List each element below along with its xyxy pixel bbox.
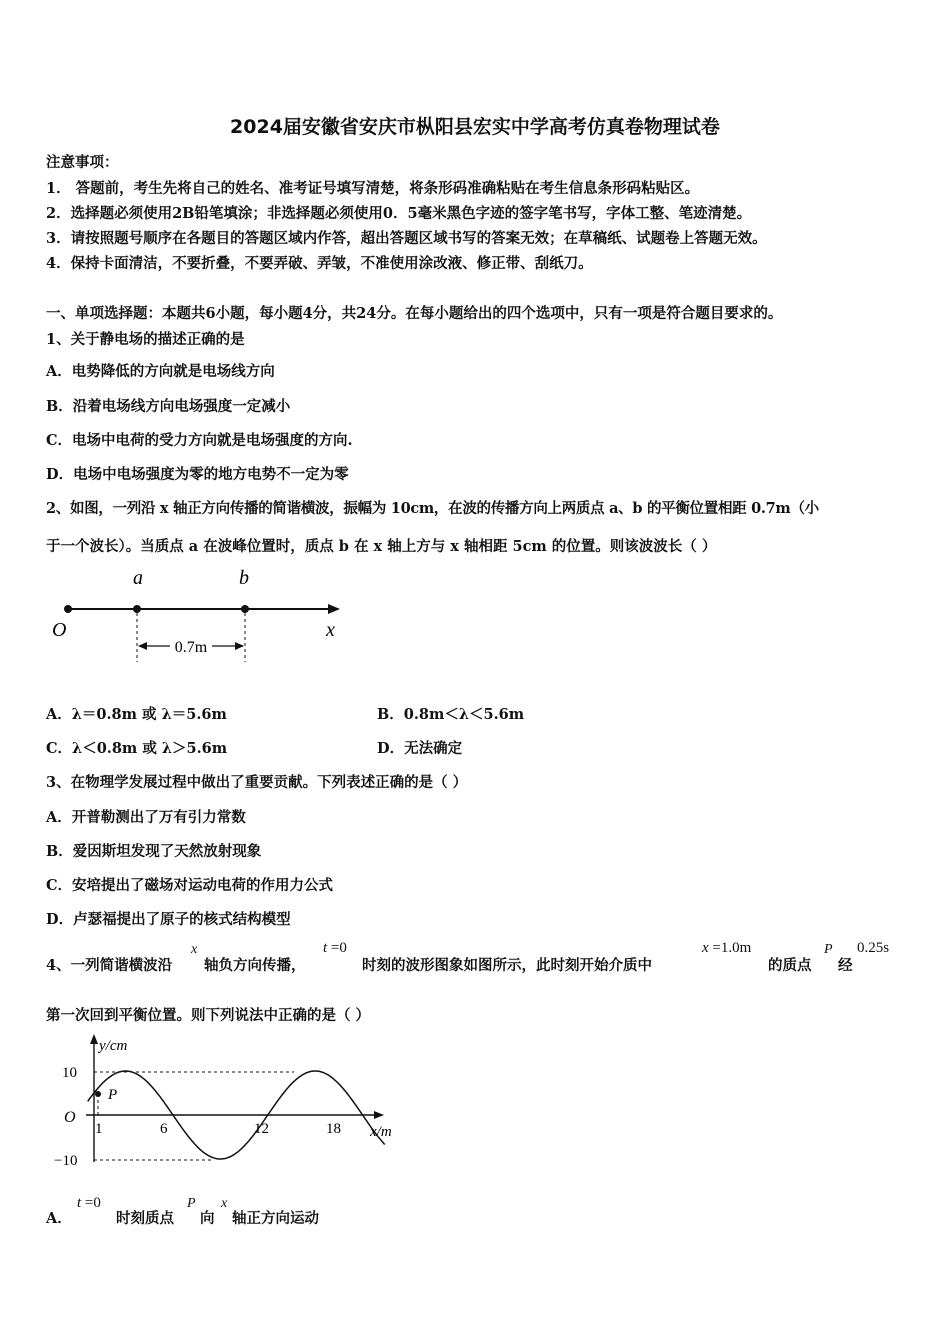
q4-stem-part3: 时刻的波形图象如图所示，此时刻开始介质中 — [362, 957, 652, 974]
section-heading: 一、单项选择题：本题共6小题，每小题4分，共24分。在每小题给出的四个选项中，只有一项是符合题目要求的。 — [46, 305, 783, 322]
q4-option-a-prefix: A． — [46, 1210, 72, 1227]
q4-math-x1: x =1.0m — [702, 940, 752, 956]
q2-option-c: C．λ＜0.8m 或 λ＞5.6m — [46, 740, 228, 757]
q4-ytick-10: 10 — [62, 1065, 77, 1081]
q2-label-a: a — [133, 567, 143, 589]
q2-stem-line1: 2、如图，一列沿 x 轴正方向传播的简谐横波，振幅为 10cm，在波的传播方向上两质点 a、b 的平衡位置相距 0.7m（小 — [46, 500, 819, 517]
q4-ylabel: y/cm — [99, 1038, 128, 1054]
q4-option-a-text2: 向 — [200, 1210, 215, 1227]
q4-stem-part1: 4、一列简谐横波沿 — [46, 957, 173, 974]
q2-dim-arrow-right — [235, 642, 244, 650]
q2-point-b — [241, 605, 249, 613]
q4-math-x: x — [191, 942, 198, 957]
q1-option-c: C．电场中电荷的受力方向就是电场强度的方向. — [46, 432, 353, 449]
q4-option-a-math-p: P — [187, 1196, 196, 1211]
q4-stem-line2: 第一次回到平衡位置。则下列说法中正确的是（ ） — [46, 1007, 371, 1024]
q4-option-a-text3: 轴正方向运动 — [232, 1210, 319, 1227]
q4-math-p: P — [824, 942, 833, 957]
q2-dim-arrow-left — [138, 642, 147, 650]
q2-distance-label: 0.7m — [174, 639, 208, 656]
q3-option-a: A．开普勒测出了万有引力常数 — [46, 809, 246, 826]
q1-option-b: B．沿着电场线方向电场强度一定减小 — [46, 398, 291, 415]
notice-item-3: 3．请按照题号顺序在各题目的答题区域内作答，超出答题区域书写的答案无效；在草稿纸、试题卷上答题无效。 — [46, 230, 767, 247]
q4-math-t0: t =0 — [323, 940, 347, 956]
q2-figure — [40, 560, 360, 670]
q2-label-o: O — [52, 619, 67, 641]
q2-label-x: x — [326, 619, 335, 641]
q4-xlabel: x/m — [370, 1124, 392, 1140]
q4-stem-part5: 经 — [838, 957, 853, 974]
q2-option-b: B．0.8m＜λ＜5.6m — [377, 706, 525, 723]
q4-math-time: 0.25s — [857, 940, 890, 956]
q4-option-a-math-t0: t =0 — [77, 1195, 101, 1211]
q4-xtick-18: 18 — [326, 1121, 341, 1137]
q4-option-a-text1: 时刻质点 — [116, 1210, 174, 1227]
q4-xtick-12: 12 — [254, 1121, 269, 1137]
notice-item-1: 1． 答题前，考生先将自己的姓名、准考证号填写清楚，将条形码准确粘贴在考生信息条形码粘贴区。 — [46, 180, 700, 197]
q4-ytick-neg10: −10 — [54, 1153, 78, 1169]
q2-option-a: A．λ＝0.8m 或 λ＝5.6m — [46, 706, 227, 723]
q3-option-d: D．卢瑟福提出了原子的核式结构模型 — [46, 911, 291, 928]
q2-option-d: D．无法确定 — [377, 740, 463, 757]
notice-heading: 注意事项： — [46, 154, 119, 171]
notice-item-4: 4．保持卡面清洁，不要折叠，不要弄破、弄皱，不准使用涂改液、修正带、刮纸刀。 — [46, 255, 593, 272]
q4-y-axis-arrow — [90, 1034, 98, 1044]
q2-axis-arrow — [328, 604, 340, 614]
q4-stem-part2: 轴负方向传播， — [204, 957, 306, 974]
q3-stem: 3、在物理学发展过程中做出了重要贡献。下列表述正确的是（ ） — [46, 774, 468, 791]
q4-xtick-6: 6 — [160, 1121, 168, 1137]
q4-stem-part4: 的质点 — [768, 957, 812, 974]
q1-option-a: A．电势降低的方向就是电场线方向 — [46, 363, 275, 380]
q3-option-b: B．爱因斯坦发现了天然放射现象 — [46, 843, 262, 860]
notice-item-2: 2．选择题必须使用2B铅笔填涂；非选择题必须使用0．5毫米黑色字迹的签字笔书写，字体工整、笔迹清楚。 — [46, 205, 752, 222]
q2-label-b: b — [239, 567, 249, 589]
page-title: 2024届安徽省安庆市枞阳县宏实中学高考仿真卷物理试卷 — [230, 116, 720, 138]
q4-origin: O — [64, 1109, 76, 1126]
q1-option-d: D．电场中电场强度为零的地方电势不一定为零 — [46, 466, 349, 483]
q2-stem-line2: 于一个波长）。当质点 a 在波峰位置时，质点 b 在 x 轴上方与 x 轴相距 5cm 的位置。则该波波长（ ） — [46, 538, 717, 555]
q4-xtick-1: 1 — [95, 1121, 103, 1137]
q4-point-p-dot — [95, 1091, 101, 1097]
q4-label-p: P — [108, 1087, 118, 1103]
q2-point-a — [133, 605, 141, 613]
q4-x-axis-arrow — [374, 1111, 384, 1119]
q1-stem: 1、关于静电场的描述正确的是 — [46, 331, 245, 348]
q2-origin-dot — [64, 605, 72, 613]
q3-option-c: C．安培提出了磁场对运动电荷的作用力公式 — [46, 877, 334, 894]
q4-wave-graph — [44, 1030, 414, 1175]
q4-option-a-math-x: x — [221, 1196, 228, 1211]
